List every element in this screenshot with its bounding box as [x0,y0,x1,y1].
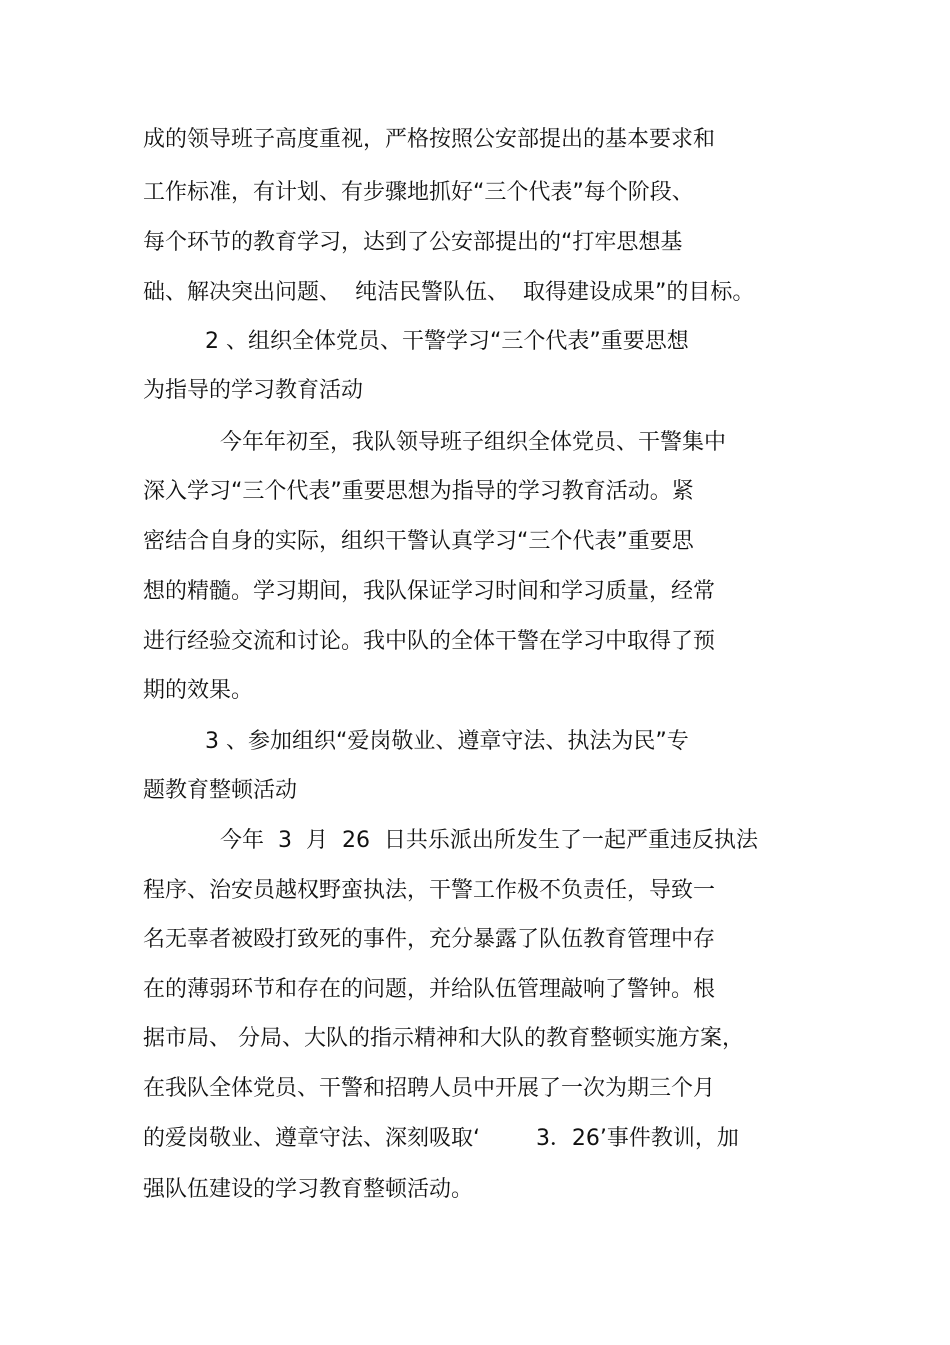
paragraph-line: 期的效果。 [143,678,254,703]
paragraph-line: 今年 3 月 26 日共乐派出所发生了一起严重违反执法 [220,828,758,853]
paragraph-line: 名无辜者被殴打致死的事件，充分暴露了队伍教育管理中存 [143,927,716,952]
paragraph-line: 在我队全体党员、干警和招聘人员中开展了一次为期三个月 [143,1076,716,1101]
section-heading-2-cont: 为指导的学习教育活动 [143,378,364,403]
paragraph-line: 在的薄弱环节和存在的问题，并给队伍管理敲响了警钟。根 [143,977,716,1002]
paragraph-line: 深入学习“三个代表”重要思想为指导的学习教育活动。紧 [143,479,694,504]
paragraph-line: 想的精髓。学习期间，我队保证学习时间和学习质量，经常 [143,579,716,604]
section-heading-3: 3 、参加组织“爱岗敬业、遵章守法、执法为民”专 [205,729,689,754]
section-heading-2: 2 、组织全体党员、干警学习“三个代表”重要思想 [205,329,689,354]
paragraph-line: 今年年初至，我队领导班子组织全体党员、干警集中 [220,430,727,455]
paragraph-line: 据市局、 分局、大队的指示精神和大队的教育整顿实施方案， [143,1026,744,1051]
paragraph-line: 密结合自身的实际，组织干警认真学习“三个代表”重要思 [143,529,694,554]
paragraph-line: 进行经验交流和讨论。我中队的全体干警在学习中取得了预 [143,629,716,654]
paragraph-line: 的爱岗敬业、遵章守法、深刻吸取‘ 3．26’事件教训，加 [143,1126,739,1151]
paragraph-line: 强队伍建设的学习教育整顿活动。 [143,1177,474,1202]
paragraph-line: 每个环节的教育学习，达到了公安部提出的“打牢思想基 [143,230,683,255]
paragraph-line: 成的领导班子高度重视，严格按照公安部提出的基本要求和 [143,127,716,152]
paragraph-line: 工作标准，有计划、有步骤地抓好“三个代表”每个阶段、 [143,180,694,205]
paragraph-line: 础、解决突出问题、 纯洁民警队伍、 取得建设成果”的目标。 [143,280,755,305]
paragraph-line: 程序、治安员越权野蛮执法，干警工作极不负责任，导致一 [143,878,716,903]
section-heading-3-cont: 题教育整顿活动 [143,778,298,803]
